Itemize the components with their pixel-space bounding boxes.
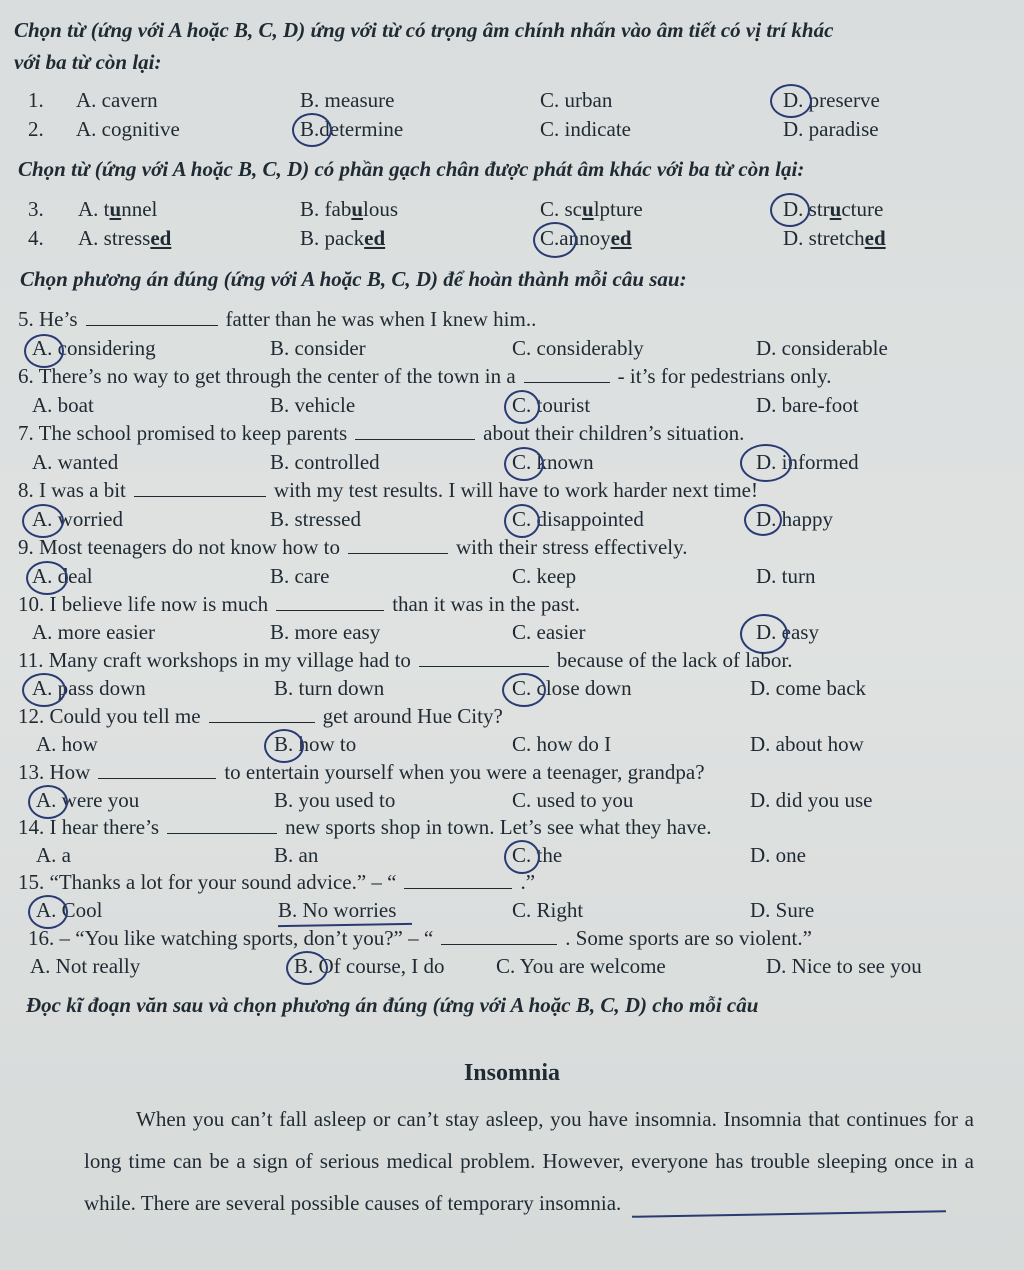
option-a[interactable] (78, 197, 157, 222)
underlined-part: u (109, 197, 122, 221)
options-5 (0, 336, 1024, 364)
question-stem (18, 478, 758, 503)
option-text: cture (841, 197, 884, 221)
question-5 (0, 307, 1024, 335)
option-c[interactable]: C. known (512, 450, 594, 474)
option-a[interactable]: A. were you (36, 788, 140, 812)
pron-item-4 (0, 226, 1024, 254)
answer-mark-circle (24, 334, 64, 368)
question-8 (0, 478, 1024, 506)
option-a[interactable]: A. pass down (32, 676, 146, 700)
option-d[interactable]: D. turn (756, 564, 816, 588)
option-b[interactable]: B. consider (270, 336, 366, 360)
answer-mark-circle (504, 390, 540, 424)
stem-text: get around Hue City? (322, 704, 503, 728)
answer-blank[interactable] (276, 592, 384, 611)
question-6 (0, 364, 1024, 392)
option-d[interactable]: D. did you use (750, 788, 873, 812)
answer-mark-circle (533, 222, 577, 258)
answer-blank[interactable] (86, 307, 218, 326)
passage-text: When you can’t fall asleep or can’t stay asleep, you have insomnia. Insomnia that continues for a long time can be a sign of serious medical problem. However, everyone has trouble sleeping once in a while. There are several possible causes of temporary insomnia. (84, 1107, 974, 1215)
option-text: A. stress (78, 226, 151, 250)
stem-text: 7. The school promised to keep parents (18, 421, 348, 445)
option-b[interactable]: B. you used to (274, 788, 396, 812)
answer-mark-circle (770, 193, 810, 227)
answer-mark-circle (26, 561, 68, 595)
option-b[interactable]: B. measure (300, 88, 395, 112)
question-stem (18, 592, 580, 617)
option-b[interactable]: B. turn down (274, 676, 385, 700)
instruction-pronunciation: Chọn từ (ứng với A hoặc B, C, D) có phần gạch chân được phát âm khác với ba từ còn lại: (18, 157, 805, 181)
question-16 (0, 926, 1024, 954)
options-12 (0, 732, 1024, 760)
pron-item-3 (0, 197, 1024, 225)
stem-text: - it’s for pedestrians only. (617, 364, 832, 388)
stress-item-2 (0, 117, 1024, 145)
option-a[interactable]: A. deal (32, 564, 93, 588)
option-text: B. pack (300, 226, 365, 250)
underlined-part: u (351, 197, 364, 221)
question-stem (18, 870, 535, 895)
question-stem (28, 926, 812, 951)
option-text: D. stretch (783, 226, 865, 250)
option-c[interactable]: C. indicate (540, 117, 631, 141)
stem-text: new sports shop in town. Let’s see what they have. (285, 815, 712, 839)
stress-item-1 (0, 88, 1024, 116)
question-12 (0, 704, 1024, 732)
instruction-reading: Đọc kĩ đoạn văn sau và chọn phương án đúng (ứng với A hoặc B, C, D) cho mỗi câu (26, 993, 759, 1017)
option-text: lpture (593, 197, 643, 221)
answer-mark-circle (502, 673, 546, 707)
answer-blank[interactable] (209, 704, 315, 723)
option-text: B. fab (300, 197, 352, 221)
underlined-part: ed (610, 226, 632, 250)
option-a[interactable]: A. cavern (76, 88, 158, 112)
option-d[interactable]: D. paradise (783, 117, 879, 141)
option-letter: B. (300, 117, 320, 141)
option-c[interactable] (540, 197, 643, 222)
stem-text: than it was in the past. (392, 592, 580, 616)
option-d[interactable]: D. Nice to see you (766, 954, 922, 978)
option-d[interactable]: D. informed (756, 450, 859, 474)
underlined-part: ed (364, 226, 386, 250)
option-text: annoy (559, 226, 611, 250)
option-d[interactable]: D. bare-foot (756, 393, 859, 417)
option-b[interactable]: B. more easy (270, 620, 381, 644)
stem-text: 5. He’s (18, 307, 78, 331)
option-word: determine (319, 117, 404, 141)
option-d[interactable]: D. happy (756, 507, 833, 531)
underlined-part: u (582, 197, 594, 221)
option-a[interactable]: A. more easier (32, 620, 156, 644)
underlined-part: ed (864, 226, 886, 250)
answer-mark-circle (28, 895, 68, 929)
instruction-stress: Chọn từ (ứng với A hoặc B, C, D) ứng với từ có trọng âm chính nhấn vào âm tiết có vị trí khác (14, 18, 834, 42)
stem-text: 13. How (18, 760, 91, 784)
question-11 (0, 648, 1024, 676)
answer-blank[interactable] (134, 478, 266, 497)
option-a[interactable]: A. how (36, 732, 98, 756)
answer-mark-circle (770, 84, 812, 118)
stem-text: 14. I hear there’s (18, 815, 160, 839)
stem-text: with my test results. I will have to work harder next time! (273, 478, 758, 502)
stem-text: with their stress effectively. (455, 535, 688, 559)
question-9 (0, 535, 1024, 563)
answer-blank[interactable] (355, 421, 475, 440)
option-text: A. t (78, 197, 110, 221)
instruction-completion: Chọn phương án đúng (ứng với A hoặc B, C, D) để hoàn thành mỗi câu sau: (20, 267, 687, 291)
stem-text: 8. I was a bit (18, 478, 126, 502)
options-16 (0, 954, 1024, 982)
option-text: C. sc (540, 197, 582, 221)
option-d[interactable]: D. come back (750, 676, 867, 700)
option-c[interactable]: C. tourist (512, 393, 591, 417)
stem-text: because of the lack of labor. (556, 648, 793, 672)
option-b[interactable]: B. No worries (278, 898, 397, 922)
answer-mark-circle (744, 504, 782, 536)
option-b[interactable]: B. how to (274, 732, 357, 756)
option-c[interactable]: C. easier (512, 620, 586, 644)
stem-text: fatter than he was when I knew him.. (225, 307, 537, 331)
stem-text: 11. Many craft workshops in my village had to (18, 648, 411, 672)
options-13 (0, 788, 1024, 816)
question-number: 1. (28, 88, 44, 112)
option-b[interactable]: B. Of course, I do (294, 954, 445, 978)
option-c[interactable]: C. You are welcome (496, 954, 666, 978)
option-letter: C. (540, 226, 560, 250)
answer-blank[interactable] (524, 364, 610, 383)
answer-mark-circle (740, 444, 792, 482)
question-stem (18, 307, 536, 332)
option-text: lous (363, 197, 399, 221)
option-c[interactable]: C. used to you (512, 788, 634, 812)
option-a[interactable]: A. wanted (32, 450, 119, 474)
answer-blank[interactable] (404, 870, 512, 889)
options-15 (0, 898, 1024, 926)
option-d[interactable]: D. about how (750, 732, 864, 756)
option-a[interactable]: A. boat (32, 393, 94, 417)
option-d[interactable]: D. one (750, 843, 806, 867)
answer-mark-circle (504, 447, 544, 481)
answer-mark-circle (504, 840, 540, 874)
stem-text: 9. Most teenagers do not know how to (18, 535, 340, 559)
option-text: nnel (121, 197, 158, 221)
stem-text: to entertain yourself when you were a teenager, grandpa? (224, 760, 705, 784)
question-stem (18, 648, 792, 673)
question-14 (0, 815, 1024, 843)
question-number: 3. (28, 197, 44, 221)
question-stem (18, 421, 744, 446)
option-c[interactable]: C. disappointed (512, 507, 644, 531)
answer-mark-circle (22, 504, 64, 538)
option-a[interactable]: A. Cool (36, 898, 103, 922)
answer-blank[interactable] (441, 926, 557, 945)
question-number: 4. (28, 226, 44, 250)
option-letter: D. (783, 197, 804, 221)
option-b[interactable] (300, 197, 398, 222)
option-word: preserve (808, 88, 880, 112)
option-c[interactable]: C. keep (512, 564, 577, 588)
answer-mark-circle (286, 951, 328, 985)
option-b[interactable]: B. stressed (270, 507, 361, 531)
answer-mark-circle (504, 504, 540, 538)
option-b[interactable]: B. an (274, 843, 319, 867)
answer-blank[interactable] (98, 760, 216, 779)
option-a[interactable]: A. worried (32, 507, 123, 531)
option-a[interactable]: A. cognitive (76, 117, 180, 141)
question-7 (0, 421, 1024, 449)
option-c[interactable]: C. urban (540, 88, 613, 112)
option-c[interactable]: C. the (512, 843, 563, 867)
options-10 (0, 620, 1024, 648)
answer-blank[interactable] (167, 815, 277, 834)
underlined-part: u (829, 197, 842, 221)
stem-text: .” (520, 870, 536, 894)
answer-mark-circle (22, 673, 66, 707)
question-stem (18, 535, 687, 560)
stem-text: 16. – “You like watching sports, don’t you?” – “ (28, 926, 434, 950)
stem-text: . Some sports are so violent.” (565, 926, 812, 950)
stem-text: about their children’s situation. (483, 421, 745, 445)
option-c[interactable]: C. close down (512, 676, 632, 700)
answer-mark-circle (292, 113, 332, 147)
instruction-stress-cont: với ba từ còn lại: (14, 50, 162, 74)
answer-blank[interactable] (419, 648, 549, 667)
option-text: str (808, 197, 830, 221)
question-number: 2. (28, 117, 44, 141)
option-b[interactable]: B. controlled (270, 450, 380, 474)
stem-text: 10. I believe life now is much (18, 592, 269, 616)
option-a[interactable]: A. Not really (30, 954, 141, 978)
question-stem (18, 364, 832, 389)
answer-mark-circle (28, 785, 68, 819)
option-a[interactable]: A. a (36, 843, 71, 867)
option-d[interactable]: D. Sure (750, 898, 815, 922)
option-d[interactable]: D. considerable (756, 336, 888, 360)
option-letter: D. (783, 88, 804, 112)
option-c[interactable]: C. considerably (512, 336, 644, 360)
question-10 (0, 592, 1024, 620)
option-a[interactable]: A. considering (32, 336, 156, 360)
option-b[interactable]: B. care (270, 564, 330, 588)
option-b[interactable] (300, 226, 385, 251)
question-stem (18, 760, 705, 785)
stem-text: 6. There’s no way to get through the center of the town in a (18, 364, 516, 388)
option-d[interactable] (783, 226, 886, 251)
option-d[interactable]: D. easy (756, 620, 819, 644)
answer-blank[interactable] (348, 535, 448, 554)
question-stem (18, 815, 711, 840)
question-stem (18, 704, 503, 729)
option-c[interactable]: C. Right (512, 898, 584, 922)
stem-text: 12. Could you tell me (18, 704, 201, 728)
option-b[interactable]: B. vehicle (270, 393, 356, 417)
question-13 (0, 760, 1024, 788)
passage-title: Insomnia (463, 1060, 561, 1086)
answer-mark-circle (264, 729, 304, 763)
question-15 (0, 870, 1024, 898)
option-c[interactable]: C. how do I (512, 732, 612, 756)
option-a[interactable] (78, 226, 171, 251)
underlined-part: ed (150, 226, 172, 250)
stem-text: 15. “Thanks a lot for your sound advice.” – “ (18, 870, 397, 894)
options-9 (0, 564, 1024, 592)
